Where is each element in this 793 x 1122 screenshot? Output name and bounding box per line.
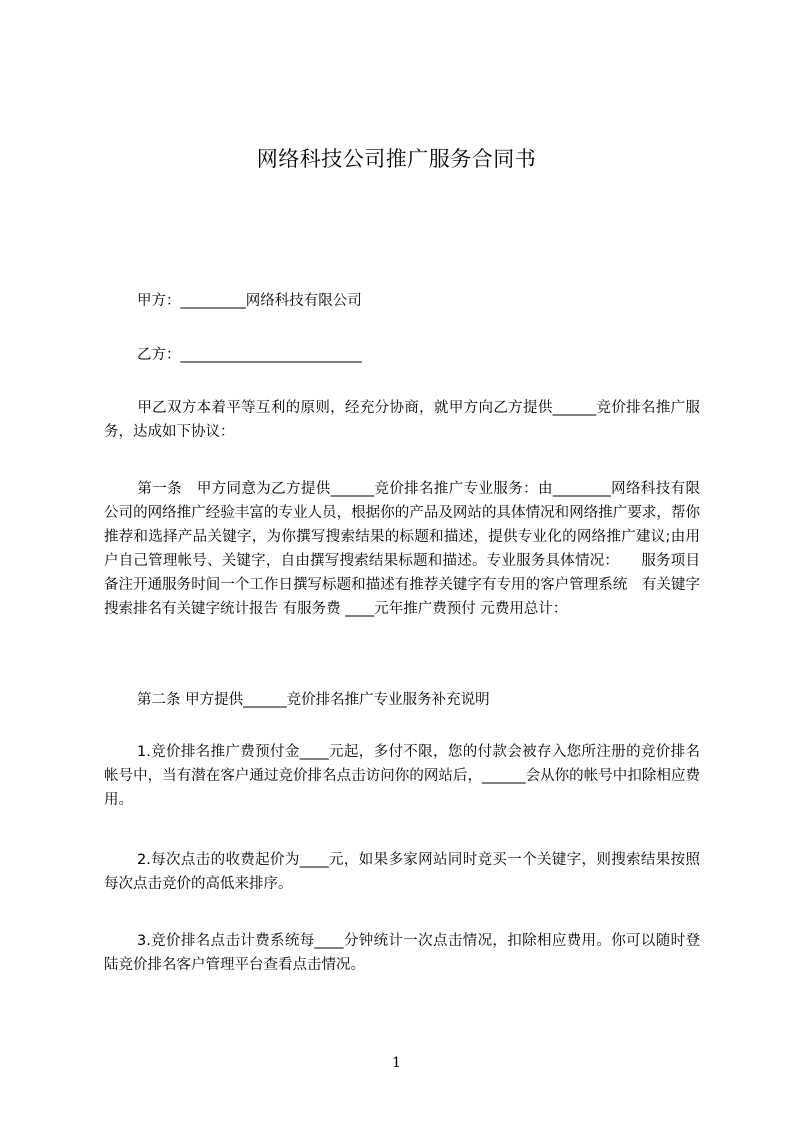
item-3-paragraph <box>104 929 700 977</box>
article-1-text: 第一条 甲方同意为乙方提供______竞价排名推广专业服务：由________网络科技有限公司的网络推广经验丰富的专业人员，根据你的产品及网站的具体情况和网络推广要求，帮你推荐和选择产品关键字，为你撰写搜索结果的标题和描述，提供专业化的网络推广建议;由用户自己管理帐号、关键字，自由撰写搜索结果标题和描述。专业服务具体情况： 服务项目 备注开通服务时间一个工作日撰写标题和描述有推荐关键字有专用的客户管理系统 有关键字搜索排名有关键字统计报告 有服务费 ____元年推广费预付 元费用总计： <box>104 481 729 617</box>
intro-paragraph <box>104 396 700 444</box>
item-1-paragraph <box>104 740 700 812</box>
party-a-line: 甲方：_________网络科技有限公司 <box>137 293 362 309</box>
item-1-text: 1.竞价排名推广费预付金____元起，多付不限，您的付款会被存入您所注册的竞价排名帐号中，当有潜在客户通过竞价排名点击访问你的网站后，______会从你的帐号中扣除相应费用。 <box>104 744 700 808</box>
article-2-heading: 第二条 甲方提供______竞价排名推广专业服务补充说明 <box>137 692 490 708</box>
intro-text: 甲乙双方本着平等互利的原则，经充分协商，就甲方向乙方提供______竞价排名推广服务，达成如下协议： <box>104 400 700 440</box>
item-2-text: 2.每次点击的收费起价为____元，如果多家网站同时竞买一个关键字，则搜索结果按照每次点击竞价的高低来排序。 <box>104 852 700 892</box>
page-number: 1 <box>392 1055 401 1071</box>
item-3-text: 3.竞价排名点击计费系统每____分钟统计一次点击情况，扣除相应费用。你可以随时登陆竞价排名客户管理平台查看点击情况。 <box>104 933 700 973</box>
document-title: 网络科技公司推广服务合同书 <box>256 147 537 171</box>
article-1-paragraph <box>104 477 729 621</box>
party-b-line: 乙方：_________________________ <box>137 347 362 363</box>
item-2-paragraph <box>104 848 700 896</box>
